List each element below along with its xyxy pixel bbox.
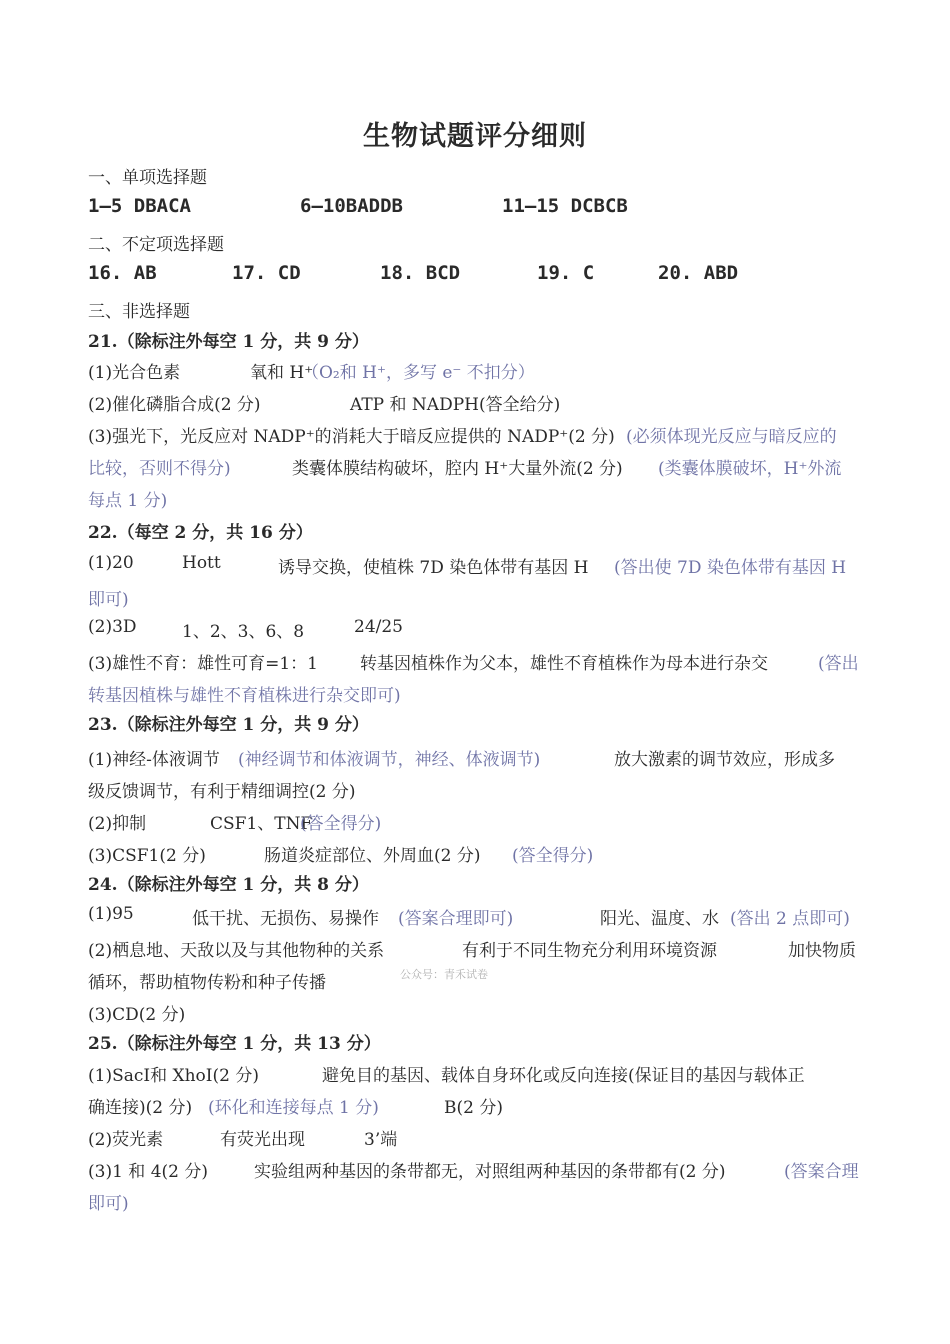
q22-answer-3b: 1、2、3、6、8 xyxy=(182,622,305,642)
q21-note-3: (必须体现光反应与暗反应的 xyxy=(626,427,837,447)
mc-answers-11-15: 11—15 DCBCB xyxy=(502,195,628,217)
mc-answers-6-10: 6—10BADDB xyxy=(300,195,403,217)
answer-19: 19. C xyxy=(537,262,595,284)
q24-answer-2b: 有利于不同生物充分利用环境资源 xyxy=(462,941,717,961)
q21-answer-2a: (2)催化磷脂合成(2 分) xyxy=(88,395,261,415)
q24-note-1b: (答出 2 点即可) xyxy=(730,909,850,929)
q22-answer-3c: 24/25 xyxy=(354,617,403,637)
q23-answer-4b: 肠道炎症部位、外周血(2 分) xyxy=(264,846,481,866)
q21-note-4b: (类囊体膜破坏，H⁺外流 xyxy=(658,459,842,479)
q25-answer-3b: 有荧光出现 xyxy=(220,1130,305,1150)
answer-17: 17. CD xyxy=(232,262,301,284)
q22-answer-1c: 诱导交换，使植株 7D 染色体带有基因 H xyxy=(278,558,589,578)
q23-answer-3b: CSF1、TNF xyxy=(210,814,313,834)
q21-answer-1b: 氧和 H⁺ xyxy=(250,363,314,383)
q23-answer-3a: (2)抑制 xyxy=(88,814,147,834)
q22-answer-1a: (1)20 xyxy=(88,553,134,573)
q24-answer-1b: 低干扰、无损伤、易操作 xyxy=(192,909,379,929)
q22-note-4: (答出 xyxy=(818,654,859,674)
section-1-heading: 一、单项选择题 xyxy=(88,168,207,188)
q25-answer-1a: (1)SacⅠ和 XhoⅠ(2 分) xyxy=(88,1066,259,1086)
section-3-heading: 三、非选择题 xyxy=(88,302,190,322)
q22-answer-4a: (3)雄性不育：雄性可育=1：1 xyxy=(88,654,318,674)
q22-answer-4b: 转基因植株作为父本，雄性不育植株作为母本进行杂交 xyxy=(360,654,768,674)
q25-note-5: 即可) xyxy=(88,1194,129,1214)
q23-answer-4a: (3)CSF1(2 分) xyxy=(88,846,206,866)
q21-answer-1a: (1)光合色素 xyxy=(88,363,181,383)
q23-header: 23.（除标注外每空 1 分，共 9 分） xyxy=(88,715,369,735)
mc-answers-1-5: 1—5 DBACA xyxy=(88,195,191,217)
q24-answer-2a: (2)栖息地、天敌以及与其他物种的关系 xyxy=(88,941,385,961)
q25-answer-2a: 确连接)(2 分) xyxy=(88,1098,193,1118)
answer-20: 20. ABD xyxy=(658,262,739,284)
q24-answer-2c: 加快物质 xyxy=(788,941,856,961)
q25-answer-3a: (2)荧光素 xyxy=(88,1130,164,1150)
answer-18: 18. BCD xyxy=(380,262,461,284)
q21-answer-4b: 类囊体膜结构破坏，腔内 H⁺大量外流(2 分) xyxy=(292,459,623,479)
q24-answer-1c: 阳光、温度、水 xyxy=(600,909,719,929)
q22-note-2: 即可) xyxy=(88,590,129,610)
q23-answer-1b: 放大激素的调节效应，形成多 xyxy=(614,750,835,770)
q25-note-4: (答案合理 xyxy=(784,1162,859,1182)
q23-note-3: (答全得分) xyxy=(300,814,382,834)
q21-answer-2b: ATP 和 NADPH(答全给分) xyxy=(350,395,561,415)
q25-answer-1b: 避免目的基因、载体自身环化或反向连接(保证目的基因与载体正 xyxy=(322,1066,805,1086)
q25-answer-2b: B(2 分) xyxy=(444,1098,503,1118)
q25-answer-4b: 实验组两种基因的条带都无，对照组两种基因的条带都有(2 分) xyxy=(254,1162,726,1182)
q22-answer-3a: (2)3D xyxy=(88,617,137,637)
q22-header: 22.（每空 2 分，共 16 分） xyxy=(88,523,313,543)
q22-answer-1b: Hott xyxy=(182,553,221,573)
q21-note-4: 比较，否则不得分) xyxy=(88,459,231,479)
watermark-text: 公众号：青禾试卷 xyxy=(400,968,488,981)
q22-note-1: (答出使 7D 染色体带有基因 H xyxy=(614,558,847,578)
q22-note-5: 转基因植株与雄性不育植株进行杂交即可) xyxy=(88,686,401,706)
page-title: 生物试题评分细则 xyxy=(363,121,587,152)
q23-answer-1a: (1)神经-体液调节 xyxy=(88,750,220,770)
q24-note-1: (答案合理即可) xyxy=(398,909,514,929)
q21-note-5: 每点 1 分) xyxy=(88,491,168,511)
q24-answer-1a: (1)95 xyxy=(88,904,134,924)
q25-answer-4a: (3)1 和 4(2 分) xyxy=(88,1162,209,1182)
section-2-heading: 二、不定项选择题 xyxy=(88,235,224,255)
q24-header: 24.（除标注外每空 1 分，共 8 分） xyxy=(88,875,369,895)
answer-16: 16. AB xyxy=(88,262,157,284)
q25-note-2: (环化和连接每点 1 分) xyxy=(208,1098,379,1118)
q23-answer-2a: 级反馈调节，有利于精细调控(2 分) xyxy=(88,782,356,802)
q25-answer-3c: 3’端 xyxy=(364,1130,398,1150)
q21-note-1: （O₂和 H⁺，多写 e⁻ 不扣分） xyxy=(302,363,535,383)
q23-note-1: (神经调节和体液调节，神经、体液调节) xyxy=(238,750,541,770)
q23-note-4: (答全得分) xyxy=(512,846,594,866)
q21-header: 21.（除标注外每空 1 分，共 9 分） xyxy=(88,332,369,352)
q24-answer-3a: 循环，帮助植物传粉和种子传播 xyxy=(88,973,326,993)
q21-answer-3a: (3)强光下，光反应对 NADP⁺的消耗大于暗反应提供的 NADP⁺(2 分) xyxy=(88,427,615,447)
q24-answer-4a: (3)CD(2 分) xyxy=(88,1005,186,1025)
q25-header: 25.（除标注外每空 1 分，共 13 分） xyxy=(88,1034,381,1054)
